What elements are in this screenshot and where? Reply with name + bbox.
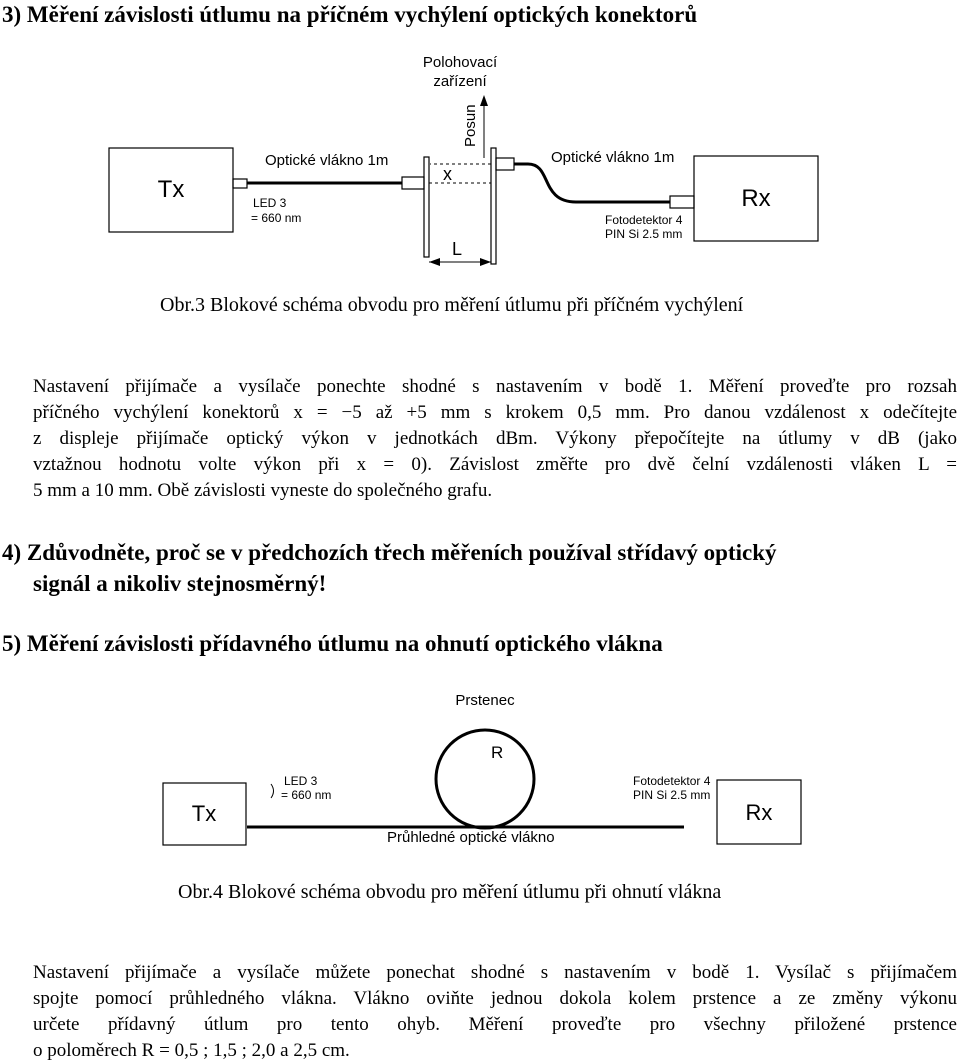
paragraph-line: příčného vychýlení konektorů x = −5 až +5 mm s krokem 0,5 mm. Pro danou vzdálenost x odečítejte <box>33 402 957 423</box>
figure3-caption: Obr.3 Blokové schéma obvodu pro měření útlumu při příčném vychýlení <box>160 294 744 316</box>
paragraph-line: spojte pomocí průhledného vlákna. Vlákno oviňte jednou dokola kolem prstence a ze změny výkonu <box>33 988 957 1009</box>
paragraph-line: určete přídavný útlum pro tento ohyb. Měření proveďte pro všechny přiložené prstence <box>33 1014 957 1035</box>
paragraph-line: 5 mm a 10 mm. Obě závislosti vyneste do společného grafu. <box>33 480 493 501</box>
positioner-label-line2: zařízení <box>433 73 487 90</box>
detector-label-line2: PIN Si 2.5 mm <box>633 788 711 802</box>
section5-paragraph <box>33 960 957 1064</box>
figure4-caption: Obr.4 Blokové schéma obvodu pro měření útlumu při ohnutí vlákna <box>178 881 722 903</box>
right-connector <box>496 158 514 170</box>
fiber-right-label: Optické vlákno 1m <box>551 149 675 166</box>
R-label: R <box>491 743 504 762</box>
fiber-label: Průhledné optické vlákno <box>387 829 555 846</box>
paragraph-line: Nastavení přijímače a vysílače ponechte shodné s nastavením v bodě 1. Měření proveďte pro rozsah <box>33 376 957 397</box>
section3-paragraph <box>33 374 957 504</box>
diagram-lateral-offset <box>0 40 960 280</box>
section3-heading: 3) Měření závislosti útlumu na příčném vychýlení optických konektorů <box>2 2 698 27</box>
led-label-line1: LED 3 <box>253 196 287 210</box>
led-label-line2: = 660 nm <box>281 788 332 802</box>
right-plate <box>491 148 496 264</box>
left-connector <box>402 177 424 189</box>
section5-heading: 5) Měření závislosti přídavného útlumu na ohnutí optického vlákna <box>2 631 663 656</box>
rx-connector <box>670 196 694 208</box>
led-symbol <box>271 784 274 798</box>
shift-label: Posun <box>462 104 479 147</box>
L-arrowhead-left <box>429 258 440 266</box>
L-label: L <box>452 239 463 259</box>
paragraph-line: Nastavení přijímače a vysílače můžete ponechat shodné s nastavením v bodě 1. Vysílač s přijímačem <box>33 962 957 983</box>
ring-label: Prstenec <box>455 692 515 709</box>
led-label-line2: = 660 nm <box>251 211 302 225</box>
detector-label-line1: Fotodetektor 4 <box>605 213 683 227</box>
paragraph-line: z displeje přijímače optický výkon v jednotkách dBm. Výkony přepočítejte na útlumy v dB (jako <box>33 428 957 449</box>
section4-heading-line2: signál a nikoliv stejnosměrný! <box>33 571 327 596</box>
section4-heading-line1: 4) Zdůvodněte, proč se v předchozích třech měřeních používal střídavý optický <box>2 540 777 565</box>
left-plate <box>424 157 429 257</box>
rx-label: Rx <box>745 800 773 825</box>
led-label-line1: LED 3 <box>284 774 318 788</box>
paragraph-line: o poloměrech R = 0,5 ; 1,5 ; 2,0 a 2,5 cm. <box>33 1040 350 1061</box>
ring <box>436 730 534 828</box>
diagram-bend-loss <box>0 680 960 870</box>
x-label: x <box>443 164 452 184</box>
tx-label: Tx <box>191 801 217 826</box>
rx-label: Rx <box>741 185 771 212</box>
positioner-label-line1: Polohovací <box>422 54 498 71</box>
detector-label-line2: PIN Si 2.5 mm <box>605 227 683 241</box>
fiber-right <box>514 164 670 202</box>
paragraph-line: vztažnou hodnotu volte výkon při x = 0). Závislost změřte pro dvě čelní vzdálenosti vláken L = <box>33 454 957 475</box>
tx-connector <box>233 179 247 188</box>
shift-arrowhead <box>480 95 488 106</box>
detector-label-line1: Fotodetektor 4 <box>633 774 711 788</box>
tx-label: Tx <box>157 176 185 203</box>
fiber-left-label: Optické vlákno 1m <box>265 152 389 169</box>
L-arrowhead-right <box>480 258 491 266</box>
